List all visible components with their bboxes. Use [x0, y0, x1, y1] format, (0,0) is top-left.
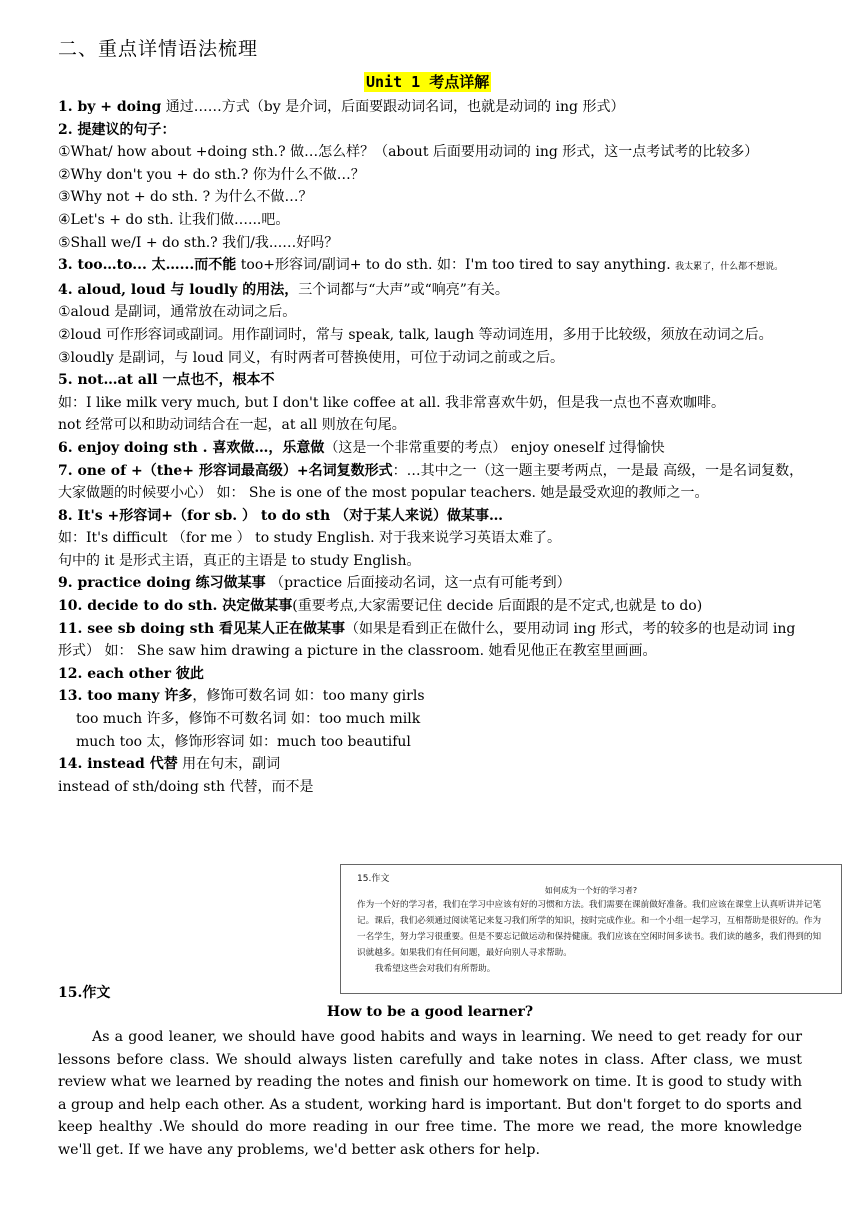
- item-2-1: ①What/ how about +doing sth.? 做…怎么样？（about 后面要用动词的 ing 形式，这一点考试考的比较多）: [58, 144, 759, 161]
- item-10-heading: 10. decide to do sth. 决定做某事: [58, 598, 293, 615]
- item-13-text: ，修饰可数名词 如：too many girls: [192, 688, 425, 705]
- item-14-heading: 14. instead 代替: [58, 756, 178, 773]
- item-14-text: 用在句末，副词: [177, 756, 281, 773]
- image-label: 15.作文: [357, 874, 390, 884]
- item-11: [58, 618, 808, 663]
- item-7: [58, 460, 808, 505]
- item-14-2: instead of sth/doing sth 代替，而不是: [58, 778, 314, 795]
- item-3-translation: 我太累了，什么都不想说。: [675, 262, 784, 273]
- item-4-1: ①aloud 是副词，通常放在动词之后。: [58, 304, 297, 321]
- item-4-text: 三个词都与“大声”或“响亮”有关。: [298, 281, 509, 298]
- image-title: 如何成为一个好的学习者?: [544, 886, 638, 895]
- item-10: [58, 595, 808, 618]
- item-2-3: ③Why not + do sth. ? 为什么不做…？: [58, 189, 313, 206]
- item-3-text: too+形容词/副词+ to do sth. 如：I'm too tired to say anything.: [236, 257, 676, 274]
- item-2-heading: 2. 提建议的句子：: [58, 121, 176, 138]
- item-9-text: （practice 后面接动名词，这一点有可能考到）: [265, 575, 571, 592]
- image-closing: 我希望这些会对我们有所帮助。: [375, 964, 496, 974]
- item-5-2: not 经常可以和助动词结合在一起，at all 则放在句尾。: [58, 417, 406, 434]
- item-8-2: 句中的 it 是形式主语，真正的主语是 to study English。: [58, 552, 421, 569]
- essay-translation-image: [340, 864, 842, 994]
- item-7-text: ：…其中之一（这一题主要考两点，一是最 高级，一是名词复数，大家做题的时候要小心） 如： She is one of the most popular teachers. 她是最受欢迎的教师之一。: [58, 462, 804, 502]
- item-14: [58, 753, 808, 776]
- essay-heading: 15.作文: [58, 985, 111, 1001]
- section-title: 二、重点详情语法梳理: [58, 38, 259, 60]
- item-8-1: 如：It's difficult （for me ） to study English. 对于我来说学习英语太难了。: [58, 530, 562, 547]
- item-13-3: much too 太，修饰形容词 如：much too beautiful: [76, 733, 411, 750]
- notes-body: [58, 96, 808, 798]
- item-11-text: （如果是看到正在做什么，要用动词 ing 形式，考的较多的也是动词 ing 形式） 如： She saw him drawing a picture in the classroom. 她看见他正在教室里画画。: [58, 620, 796, 660]
- item-2-2: ②Why don't you + do sth.? 你为什么不做…？: [58, 166, 365, 183]
- item-8-heading: 8. It's +形容词+（for sb. ） to do sth （对于某人来说）做某事…: [58, 507, 503, 524]
- item-5-1: 如：I like milk very much, but I don't like coffee at all. 我非常喜欢牛奶，但是我一点也不喜欢咖啡。: [58, 394, 726, 411]
- item-7-heading: 7. one of +（the+ 形容词最高级）+名词复数形式: [58, 462, 393, 479]
- item-13-heading: 13. too many 许多: [58, 688, 193, 705]
- item-1-heading: 1. by + doing: [58, 99, 162, 115]
- item-13-2: too much 许多，修饰不可数名词 如：too much milk: [76, 711, 421, 728]
- item-6-text: （这是一个非常重要的考点） enjoy oneself 过得愉快: [324, 439, 665, 456]
- item-4: [58, 279, 808, 302]
- item-4-3: ③loudly 是副词，与 loud 同义，有时两者可替换使用，可位于动词之前或之后。: [58, 349, 565, 366]
- image-text: [357, 897, 827, 977]
- item-3: [58, 254, 808, 279]
- item-2-4: ④Let's + do sth. 让我们做…...吧。: [58, 211, 290, 228]
- item-13: [58, 685, 808, 708]
- item-4-2: ②loud 可作形容词或副词。用作副词时，常与 speak, talk, laugh 等动词连用，多用于比较级，须放在动词之后。: [58, 326, 773, 343]
- unit-title: Unit 1 考点详解: [366, 73, 490, 91]
- image-body: 作为一个好的学习者，我们在学习中应该有好的习惯和方法。我们需要在课前做好准备。我们应该在课堂上认真听讲并记笔记。课后，我们必须通过阅读笔记来复习我们所学的知识，按时完成作业。和一个小组一起学习，互相帮助是很好的。作为一名学生，努力学习很重要。但是不要忘记做运动和保持健康。我们应该在空闲时间多读书。我们读的越多，我们得到的知识就越多。如果我们有任何问题，最好向别人寻求帮助。: [357, 900, 822, 958]
- item-3-heading: 3. too…to... 太…...而不能: [58, 257, 237, 274]
- item-9: [58, 572, 808, 595]
- item-6-heading: 6. enjoy doing sth . 喜欢做…，乐意做: [58, 439, 325, 456]
- essay-title: How to be a good learner?: [326, 1004, 534, 1020]
- item-9-heading: 9. practice doing 练习做某事: [58, 575, 266, 592]
- item-5-heading: 5. not…at all 一点也不，根本不: [58, 372, 275, 389]
- item-1-text: 通过……方式（by 是介词，后面要跟动词名词，也就是动词的 ing 形式）: [161, 99, 625, 115]
- item-4-heading: 4. aloud, loud 与 loudly 的用法，: [58, 281, 299, 298]
- item-12: 12. each other 彼此: [58, 665, 204, 682]
- item-11-heading: 11. see sb doing sth 看见某人正在做某事: [58, 620, 346, 637]
- item-6: [58, 437, 808, 460]
- item-2-5: ⑤Shall we/I + do sth.? 我们/我...…好吗？: [58, 234, 339, 251]
- item-1: [58, 96, 808, 119]
- item-10-text: (重要考点,大家需要记住 decide 后面跟的是不定式,也就是 to do): [292, 598, 703, 615]
- essay-text: As a good leaner, we should have good habits and ways in learning. We need to get ready for our lessons before class. We should always listen carefully and take notes in class. After class, we must review what we learned by reading the notes and finish our homework on time. It is good to study with a group and help each other. As a student, working hard is important. But don't forget to do sports and keep healthy .We should do more reading in our free time. The more we read, the more knowledge we'll get. If we have any problems, we'd better ask others for help.: [58, 1029, 802, 1158]
